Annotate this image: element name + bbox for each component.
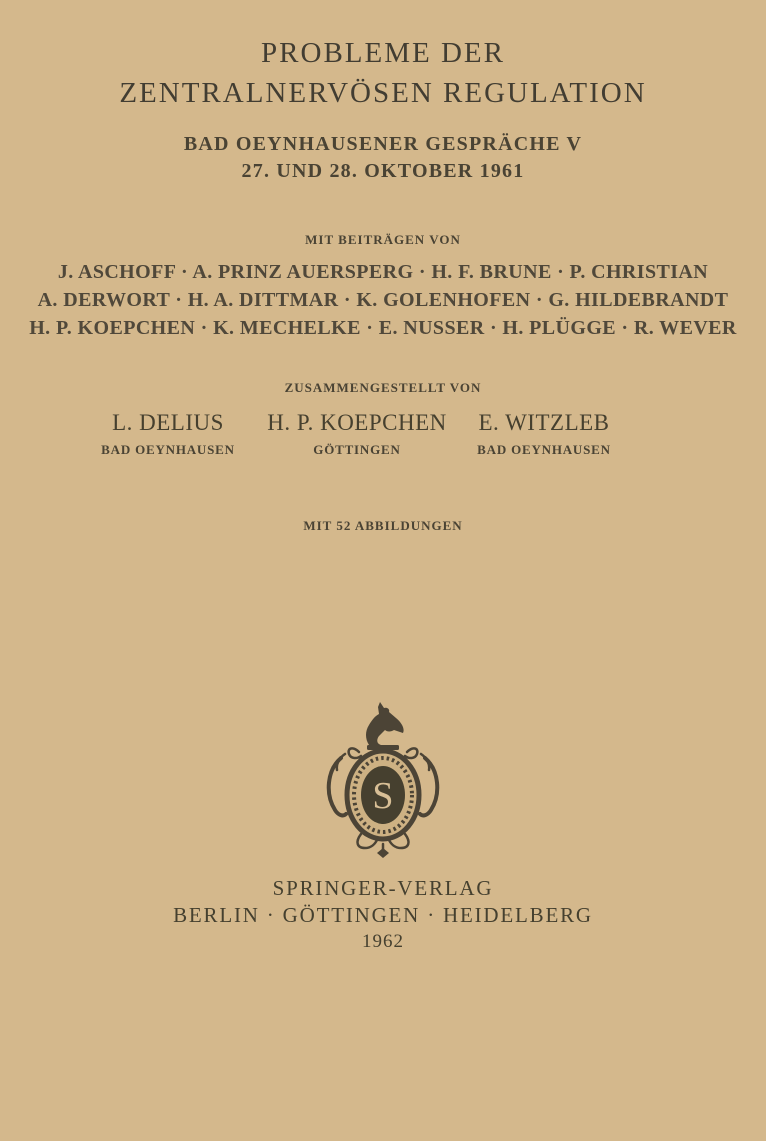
publisher-cities: BERLIN · GÖTTINGEN · HEIDELBERG: [173, 903, 593, 927]
springer-knight-emblem-icon: [321, 698, 445, 854]
editor-name: L. DELIUS: [112, 410, 224, 435]
illustrations-note: MIT 52 ABBILDUNGEN: [303, 518, 463, 533]
editor-city: GÖTTINGEN: [313, 442, 401, 457]
knight-horse-shield-icon: [321, 698, 445, 858]
publisher-name: SPRINGER-VERLAG: [272, 876, 494, 900]
editor-block: [434, 410, 654, 458]
book-title-line-2: ZENTRALNERVÖSEN REGULATION: [119, 77, 647, 109]
contributors-line: A. DERWORT · H. A. DITTMAR · K. GOLENHOFEN · G. HILDEBRANDT: [37, 289, 729, 311]
subtitle-series: BAD OEYNHAUSENER GESPRÄCHE V: [183, 133, 583, 155]
editor-name: H. P. KOEPCHEN: [267, 410, 447, 435]
compiled-by-label: ZUSAMMENGESTELLT VON: [284, 380, 482, 395]
editor-block: [58, 410, 278, 458]
monogram-letter: S: [372, 775, 394, 817]
editor-name: E. WITZLEB: [478, 410, 610, 435]
contributors-line: H. P. KOEPCHEN · K. MECHELKE · E. NUSSER · H. PLÜGGE · R. WEVER: [29, 317, 737, 339]
publication-year: 1962: [362, 931, 404, 952]
contributors-label: MIT BEITRÄGEN VON: [305, 232, 461, 247]
editor-city: BAD OEYNHAUSEN: [101, 442, 235, 457]
editor-city: BAD OEYNHAUSEN: [477, 442, 611, 457]
subtitle-date: 27. UND 28. OKTOBER 1961: [241, 160, 525, 182]
book-title-line-1: PROBLEME DER: [261, 37, 505, 69]
contributors-line: J. ASCHOFF · A. PRINZ AUERSPERG · H. F. BRUNE · P. CHRISTIAN: [57, 261, 709, 283]
